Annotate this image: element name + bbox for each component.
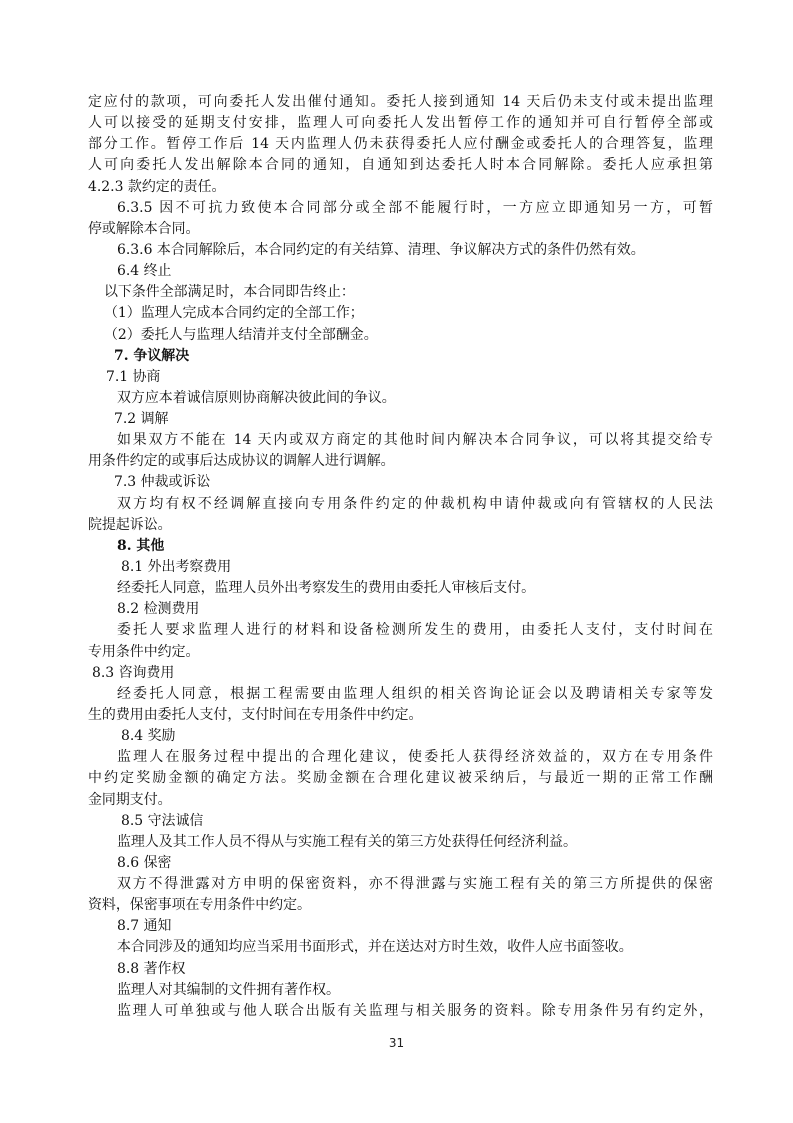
text-line: 经委托人同意，监理人员外出考察发生的费用由委托人审核后支付。 xyxy=(117,580,536,597)
text-line: 本合同涉及的通知均应当采用书面形式，并在送达对方时生效，收件人应书面签收。 xyxy=(117,939,633,956)
text-line: 监理人可单独或与他人联合出版有关监理与相关服务的资料。除专用条件另有约定外， xyxy=(117,1002,713,1019)
list-item: （1）监理人完成本合同约定的全部工作； xyxy=(104,305,364,322)
heading-8-3: 8.3 咨询费用 xyxy=(92,664,175,681)
text-line: 人可向委托人发出解除本合同的通知，自通知到达委托人时本合同解除。委托人应承担第 xyxy=(88,157,713,174)
heading-7-2: 7.2 调解 xyxy=(114,411,169,428)
text-line: 中约定奖励金额的确定方法。奖励金额在合理化建议被采纳后，与最近一期的正常工作酬 xyxy=(88,770,713,787)
page-number: 31 xyxy=(388,1036,405,1050)
text-line: 资料，保密事项在专用条件中约定。 xyxy=(88,897,311,914)
text-line: 监理人及其工作人员不得从与实施工程有关的第三方处获得任何经济利益。 xyxy=(117,833,577,850)
text-line: 金同期支付。 xyxy=(88,791,172,808)
text-line: 停或解除本合同。 xyxy=(88,220,200,237)
heading-7-1: 7.1 协商 xyxy=(106,368,161,385)
text-line: 委托人要求监理人进行的材料和设备检测所发生的费用，由委托人支付，支付时间在 xyxy=(117,622,713,639)
text-line: 生的费用由委托人支付，支付时间在专用条件中约定。 xyxy=(88,706,423,723)
heading-8-2: 8.2 检测费用 xyxy=(117,601,200,618)
clause-6-3-5: 6.3.5 因不可抗力致使本合同部分或全部不能履行时，一方应立即通知另一方，可暂 xyxy=(117,199,713,216)
text-line: 定应付的款项，可向委托人发出催付通知。委托人接到通知 14 天后仍未支付或未提出监理 xyxy=(88,94,713,110)
clause-6-3-6: 6.3.6 本合同解除后，本合同约定的有关结算、清理、争议解决方式的条件仍然有效。 xyxy=(117,241,645,258)
text-line: 双方均有权不经调解直接向专用条件约定的仲裁机构申请仲裁或向有管辖权的人民法 xyxy=(117,495,713,512)
text-line: 部分工作。暂停工作后 14 天内监理人仍未获得委托人应付酬金或委托人的合理答复，监理 xyxy=(88,136,713,153)
heading-8-1: 8.1 外出考察费用 xyxy=(121,559,232,575)
section-heading-8: 8. 其他 xyxy=(117,537,165,554)
text-line: 监理人对其编制的文件拥有著作权。 xyxy=(117,981,340,998)
text-line: 双方不得泄露对方申明的保密资料，亦不得泄露与实施工程有关的第三方所提供的保密 xyxy=(117,876,713,893)
text-line: 双方应本着诚信原则协商解决彼此间的争议。 xyxy=(117,389,396,406)
text-line: 专用条件中约定。 xyxy=(88,643,200,660)
section-heading-7: 7. 争议解决 xyxy=(114,347,190,364)
text-line: 监理人在服务过程中提出的合理化建议，使委托人获得经济效益的，双方在专用条件 xyxy=(117,749,713,766)
heading-6-4: 6.4 终止 xyxy=(117,263,172,280)
heading-8-5: 8.5 守法诚信 xyxy=(121,812,204,829)
text-line: 人可以接受的延期支付安排，监理人可向委托人发出暂停工作的通知并可自行暂停全部或 xyxy=(88,115,713,132)
text-line: 4.2.3 款约定的责任。 xyxy=(88,178,226,195)
heading-8-8: 8.8 著作权 xyxy=(117,960,186,977)
text-line: 以下条件全部满足时，本合同即告终止： xyxy=(104,284,355,301)
list-item: （2）委托人与监理人结清并支付全部酬金。 xyxy=(104,326,378,343)
text-line: 用条件约定的或事后达成协议的调解人进行调解。 xyxy=(88,453,395,470)
text-line: 经委托人同意，根据工程需要由监理人组织的相关咨询论证会以及聘请相关专家等发 xyxy=(117,685,713,702)
text-line: 如果双方不能在 14 天内或双方商定的其他时间内解决本合同争议，可以将其提交给专 xyxy=(117,432,713,449)
heading-7-3: 7.3 仲裁或诉讼 xyxy=(114,474,211,491)
heading-8-6: 8.6 保密 xyxy=(117,854,172,871)
heading-8-7: 8.7 通知 xyxy=(117,918,172,935)
heading-8-4: 8.4 奖励 xyxy=(121,728,176,745)
text-line: 院提起诉讼。 xyxy=(88,516,172,533)
